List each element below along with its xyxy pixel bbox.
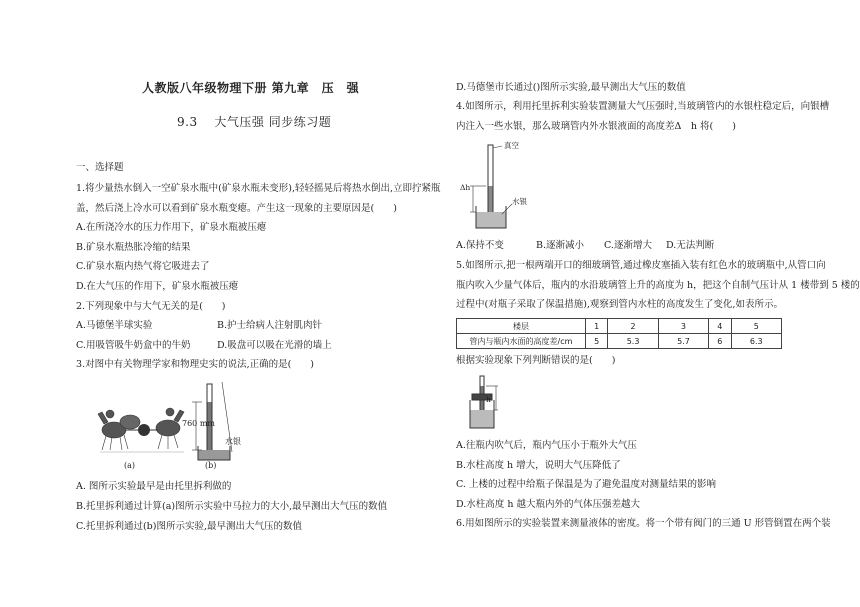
table-cell: 5 bbox=[586, 334, 608, 349]
q4-option-a: A.保持不变 bbox=[456, 240, 504, 251]
q4-fig-vacuum-label: 真空 bbox=[504, 141, 519, 150]
q4-stem-line1: 4.如图所示，利用托里拆利实验装置测量大气压强时,当玻璃管内的水银柱稳定后，向银槽 bbox=[456, 101, 830, 112]
q5-stem-line2: 瓶内吹入少量气体后，瓶内的水沿玻璃管上升的高度为 h，把这个自制气压计从 1 楼带到 5 楼的 bbox=[456, 280, 860, 291]
q4-option-c: C.逐渐增大 bbox=[604, 240, 652, 251]
table-cell: 6 bbox=[709, 334, 731, 349]
q4-fig-dh-label: Δh bbox=[460, 183, 471, 192]
q2-stem: 2.下列现象中与大气无关的是( ) bbox=[76, 301, 226, 312]
table-cell: 5 bbox=[731, 319, 781, 334]
q3-fig-a-label: (a) bbox=[124, 461, 136, 470]
table-cell: 6.3 bbox=[731, 334, 781, 349]
page-subtitle: 9.3 大气压强 同步练习题 bbox=[177, 115, 332, 129]
q3-fig-mercury-label: 水银 bbox=[225, 437, 241, 446]
table-row bbox=[457, 319, 782, 334]
q5-judge-stem: 根据实验现象下列判断错误的是( ) bbox=[456, 355, 616, 366]
table-cell: 2 bbox=[608, 319, 658, 334]
q1-option-a: A.在所浇冷水的压力作用下，矿泉水瓶被压瘪 bbox=[76, 222, 267, 233]
q5-option-a: A.往瓶内吹气后，瓶内气压小于瓶外大气压 bbox=[456, 440, 637, 451]
table-cell: 5.7 bbox=[658, 334, 708, 349]
q3-option-c: C.托里拆利通过(b)图所示实验,最早测出大气压的数值 bbox=[76, 521, 302, 532]
q5-stem-line3: 过程中(对瓶子采取了保温措施),观察到管内水柱的高度发生了变化,如表所示。 bbox=[456, 299, 783, 310]
q1-stem-line1: 1.将少量热水倒入一空矿泉水瓶中(矿泉水瓶未变形),轻轻摇晃后将热水倒出,立即拧紧瓶 bbox=[76, 183, 441, 194]
q3-option-a: A. 图所示实验最早是由托里拆利做的 bbox=[76, 481, 232, 492]
hemisphere-ball bbox=[138, 424, 150, 436]
q4-figure bbox=[462, 142, 532, 232]
q5-option-c: C. 上楼的过程中给瓶子保温是为了避免温度对测量结果的影响 bbox=[456, 479, 716, 490]
table-cell: 3 bbox=[658, 319, 708, 334]
table-row bbox=[457, 334, 782, 349]
q5-option-d: D.水柱高度 h 越大瓶内外的气体压强差越大 bbox=[456, 499, 640, 510]
q5-data-table bbox=[456, 318, 782, 349]
table-cell: 楼层 bbox=[457, 319, 586, 334]
q3-option-b: B.托里拆利通过计算(a)图所示实验中马拉力的大小,最早测出大气压的数值 bbox=[76, 501, 388, 512]
table-cell: 4 bbox=[709, 319, 731, 334]
table-cell: 管内与瓶内水面的高度差/cm bbox=[457, 334, 586, 349]
q2-option-c: C.用吸管吸牛奶盒中的牛奶 bbox=[76, 340, 191, 351]
q4-option-b: B.逐渐减小 bbox=[536, 240, 585, 251]
q2-option-b: B.护士给病人注射肌肉针 bbox=[217, 320, 323, 331]
q3-fig-b-label: (b) bbox=[205, 461, 217, 470]
q5-option-b: B.水柱高度 h 增大，说明大气压降低了 bbox=[456, 460, 621, 471]
q4-fig-mercury-label: 水银 bbox=[512, 197, 527, 206]
q3-option-d: D.马德堡市长通过()图所示实验,最早测出大气压的数值 bbox=[456, 82, 686, 93]
section-heading: 一、选择题 bbox=[76, 162, 124, 173]
q5-figure bbox=[458, 372, 508, 432]
q1-option-b: B.矿泉水瓶热胀冷缩的结果 bbox=[76, 242, 191, 253]
q2-option-a: A.马德堡半球实验 bbox=[76, 320, 153, 331]
q6-stem: 6.用如图所示的实验装置来测量液体的密度。将一个带有阀门的三通 U 形管倒置在两个装 bbox=[456, 518, 831, 529]
q5-stem-line1: 5.如图所示,把一根两端开口的细玻璃管,通过橡皮塞插入装有红色水的玻璃瓶中,从管口向 bbox=[456, 260, 826, 271]
q1-stem-line2: 盖，然后浇上冷水可以看到矿泉水瓶变瘪。产生这一现象的主要原因是( ) bbox=[76, 203, 397, 214]
q4-option-d: D.无法判断 bbox=[666, 240, 715, 251]
q1-option-d: D.在大气压的作用下，矿泉水瓶被压瘪 bbox=[76, 281, 239, 292]
q4-stem-line2: 内注入一些水银，那么玻璃管内外水银液面的高度差Δ h 将( ) bbox=[456, 121, 736, 132]
q3-stem: 3.对图中有关物理学家和物理史实的说法,正确的是( ) bbox=[76, 359, 314, 370]
q2-option-d: D.吸盘可以吸在光滑的墙上 bbox=[217, 340, 332, 351]
table-cell: 1 bbox=[586, 319, 608, 334]
q1-option-c: C.矿泉水瓶内热气将它吸进去了 bbox=[76, 261, 210, 272]
q5-fig-h-label: h bbox=[486, 395, 491, 404]
page-title: 人教版八年级物理下册 第九章 压 强 bbox=[142, 81, 360, 95]
table-cell: 5.3 bbox=[608, 334, 658, 349]
q3-fig-height-label: 760 mm bbox=[182, 419, 215, 428]
